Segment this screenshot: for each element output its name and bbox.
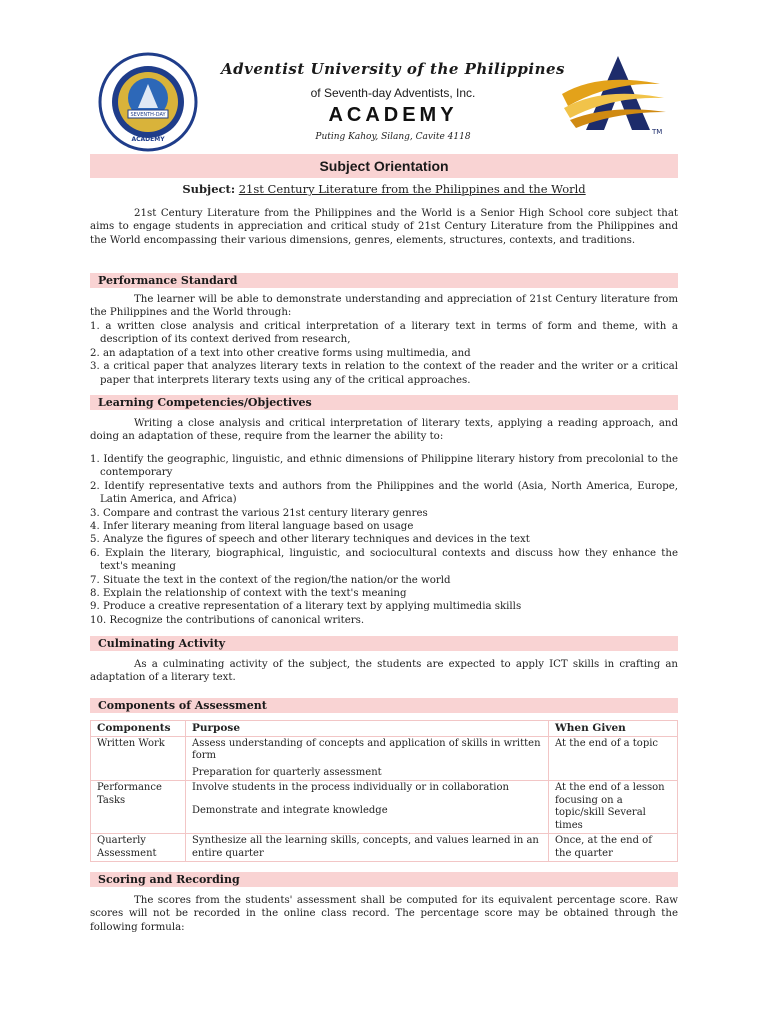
letterhead bbox=[90, 52, 680, 148]
svg-text:TM: TM bbox=[652, 128, 663, 136]
column-header: When Given bbox=[549, 721, 678, 737]
assessment-heading: Components of Assessment bbox=[90, 698, 678, 713]
university-seal-logo bbox=[98, 52, 198, 152]
competencies-lead: Writing a close analysis and critical interpretation of literary texts, applying a reading approach, and doing an adaptation of these, require from the learner the ability to: bbox=[90, 418, 678, 443]
list-item: 1. Identify the geographic, linguistic, and ethnic dimensions of Philippine literary history from precolonial to the contemporary bbox=[90, 454, 678, 479]
list-item: 2. Identify representative texts and authors from the Philippines and the world (Asia, North America, Europe, Latin America, and Africa) bbox=[90, 480, 678, 506]
column-header: Components bbox=[91, 721, 186, 737]
when-cell: At the end of a lesson focusing on a topic/skill Several times bbox=[549, 781, 678, 834]
list-item: 8. Explain the relationship of context with the text's meaning bbox=[90, 588, 407, 600]
university-name: Adventist University of the Philippines bbox=[221, 60, 565, 78]
competencies-heading: Learning Competencies/Objectives bbox=[90, 395, 678, 410]
performance-lead: The learner will be able to demonstrate understanding and appreciation of 21st Century literature from the Philippines and the World through: bbox=[90, 294, 678, 319]
list-item: 2. an adaptation of a text into other creative forms using multimedia, and bbox=[90, 347, 471, 359]
purpose-line: Involve students in the process individually or in collaboration bbox=[192, 782, 509, 793]
component-cell: Quarterly Assessment bbox=[91, 834, 186, 862]
purpose-line: Synthesize all the learning skills, concepts, and values learned in an entire quarter bbox=[192, 835, 539, 859]
performance-standard-heading: Performance Standard bbox=[90, 273, 678, 288]
list-item: 9. Produce a creative representation of a literary text by applying multimedia skills bbox=[90, 601, 522, 613]
scoring-heading: Scoring and Recording bbox=[90, 872, 678, 887]
component-cell: Written Work bbox=[91, 736, 186, 781]
list-item: 1. a written close analysis and critical interpretation of a literary text in terms of form and theme, with a description of its context derived from research, bbox=[90, 321, 678, 346]
list-item: 4. Infer literary meaning from literal language based on usage bbox=[90, 521, 414, 533]
assessment-table bbox=[90, 720, 678, 862]
competencies-list bbox=[90, 453, 678, 627]
purpose-cell bbox=[186, 781, 549, 834]
component-cell: Performance Tasks bbox=[91, 781, 186, 834]
purpose-cell bbox=[186, 834, 549, 862]
list-item: 5. Analyze the figures of speech and other literary techniques and devices in the text bbox=[90, 534, 530, 546]
column-header: Purpose bbox=[186, 721, 549, 737]
subject-label: Subject: bbox=[182, 182, 236, 196]
purpose-cell bbox=[186, 736, 549, 781]
table-header-row bbox=[91, 721, 678, 737]
purpose-line: Assess understanding of concepts and application of skills in written form bbox=[192, 737, 541, 761]
organization-name: of Seventh-day Adventists, Inc. bbox=[310, 86, 476, 100]
list-item: 3. a critical paper that analyzes literary texts in relation to the context of the reader and the writer or a critical paper that interprets literary texts using any of the critical approaches. bbox=[90, 361, 678, 386]
when-cell: Once, at the end of the quarter bbox=[549, 834, 678, 862]
when-cell: At the end of a topic bbox=[549, 736, 678, 781]
table-row bbox=[91, 736, 678, 781]
list-item: 7. Situate the text in the context of the region/the nation/or the world bbox=[90, 574, 451, 586]
list-item: 10. Recognize the contributions of canonical writers. bbox=[90, 614, 365, 626]
svg-text:ACADEMY: ACADEMY bbox=[131, 136, 165, 143]
intro-paragraph: 21st Century Literature from the Philippines and the World is a Senior High School core subject that aims to engage students in appreciation and critical study of 21st Century Literature from the Philippines and the World encompassing their various dimensions, genres, elements, structures, contexts, and traditions. bbox=[90, 208, 678, 246]
page-title: Subject Orientation bbox=[90, 154, 678, 178]
purpose-line: Preparation for quarterly assessment bbox=[192, 766, 382, 778]
subject-line bbox=[90, 182, 678, 196]
academy-title: ACADEMY bbox=[328, 104, 458, 126]
culminating-text: As a culminating activity of the subject, the students are expected to apply ICT skills in crafting an adaptation of a literary text. bbox=[90, 659, 678, 684]
academy-a-logo bbox=[560, 54, 670, 136]
purpose-line: Demonstrate and integrate knowledge bbox=[192, 804, 388, 816]
svg-text:SEVENTH-DAY: SEVENTH-DAY bbox=[130, 112, 166, 118]
table-row bbox=[91, 781, 678, 834]
performance-list bbox=[90, 320, 678, 387]
culminating-heading: Culminating Activity bbox=[90, 636, 678, 651]
address: Puting Kahoy, Silang, Cavite 4118 bbox=[315, 132, 471, 142]
list-item: 3. Compare and contrast the various 21st century literary genres bbox=[90, 507, 428, 519]
subject-name: 21st Century Literature from the Philippines and the World bbox=[238, 182, 586, 196]
scoring-text: The scores from the students' assessment shall be computed for its equivalent percentage score. Raw scores will not be recorded in the online class record. The percentage score may be obtained through the following formula: bbox=[90, 895, 678, 933]
table-row bbox=[91, 834, 678, 862]
list-item: 6. Explain the literary, biographical, linguistic, and sociocultural contexts and discuss how they enhance the text's meaning bbox=[90, 547, 678, 573]
